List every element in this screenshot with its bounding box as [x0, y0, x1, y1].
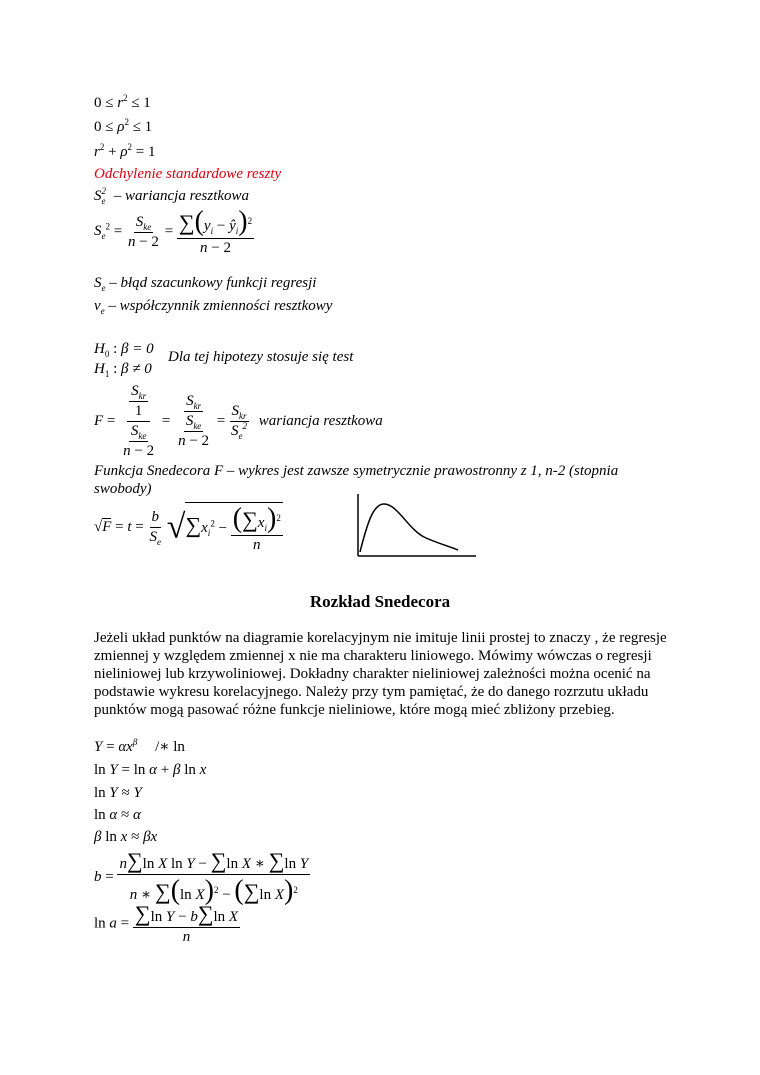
nonlinear-regression-paragraph: Jeżeli układ punktów na diagramie korelacyjnym nie imituje linii prostej to znaczy , że regresje zmiennej y względem zmiennej x nie ma charakteru liniowego. Mówimy wówczas o regresji nieliniowej lub krzywoliniowej. Dokładny charakter nieliniowej zależności można ocenić na podstawie wykresu korelacyjnego. Należy przy tym pamiętać, że do danego rozrzutu układu punktów mogą pasować różne funkcje nieliniowe, które mogą mieć zbliżony przebieg. [94, 630, 667, 718]
f-distribution-curve [360, 504, 458, 552]
h0-hypothesis: $H_0$ : β = 0 [94, 341, 154, 359]
r-squared-inequality: $0 \le r^2 \le 1$ [94, 93, 151, 111]
snedecor-curve-graph [350, 490, 480, 562]
b-coefficient-formula: b = $\frac{\text{n∑ln X ln Y − ∑ln X ∗ ∑ln Y}}{n ∗ \sum(\ln X)^2 - (\sum\ln X)^2}$ [94, 848, 309, 906]
r-rho-sum-equation: $r^2 + \rho^2 = 1$ [94, 142, 156, 160]
sqrt-f-formula: √F = t = $\frac{b}{S_e}$ $√\sum x_i^2$ − $\frac{(\sum x_i)^2}{n}$ [94, 503, 281, 553]
ln-a-formula: ln a = $\frac{\text{∑ln Y − b∑ln X}}{n}$ [94, 901, 239, 945]
snedecor-description: Funkcja Snedecora F – wykres jest zawsze symetrycznie prawostronny z 1, n-2 (stopnia swobody) [94, 463, 619, 497]
section-title: Rozkład Snedecora [309, 592, 451, 611]
beta-ln-x-approx: β ln x ≈ βx [94, 829, 158, 845]
log-linear-equation: ln Y = ln α + β ln x [94, 762, 207, 778]
hypothesis-test-text: Dla tej hipotezy stosuje się test [168, 349, 354, 365]
power-model-equation: $Y = \alpha x^\beta$ /∗ ln [94, 737, 185, 755]
variance-definition: $S_e^2$ – wariancja resztkowa [94, 186, 250, 206]
ln-y-approx: ln Y ≈ Y [94, 785, 142, 801]
h1-hypothesis: $H_1$ : β ≠ 0 [94, 361, 152, 379]
se-definition: $S_e$ – błąd szacunkowy funkcji regresji [94, 275, 317, 293]
ve-definition: $v_e$ – współczynnik zmienności resztkowy [94, 298, 333, 316]
rho-squared-inequality: $0 \le \rho^2 \le 1$ [94, 117, 153, 135]
residual-std-heading: Odchylenie standardowe reszty [94, 166, 282, 182]
ln-alpha-approx: ln α ≈ α [94, 807, 141, 823]
f-statistic-formula: F = $\frac{\frac{S_{kr}}{1}}{\frac{S_{ke}}{n - 2}}$ = $\frac{S_{kr}}{\frac{S_{ke}}{n - 2}}$ = $\frac{S_{kr}}{S_e^2}$ wariancja resztkowa [94, 383, 383, 459]
variance-formula: $S_e^2$ = $\frac{S_{ke}}{n - 2}$ = $\frac{\sum(y_i - ŷ_i)^2}{n - 2}$ [94, 206, 253, 256]
